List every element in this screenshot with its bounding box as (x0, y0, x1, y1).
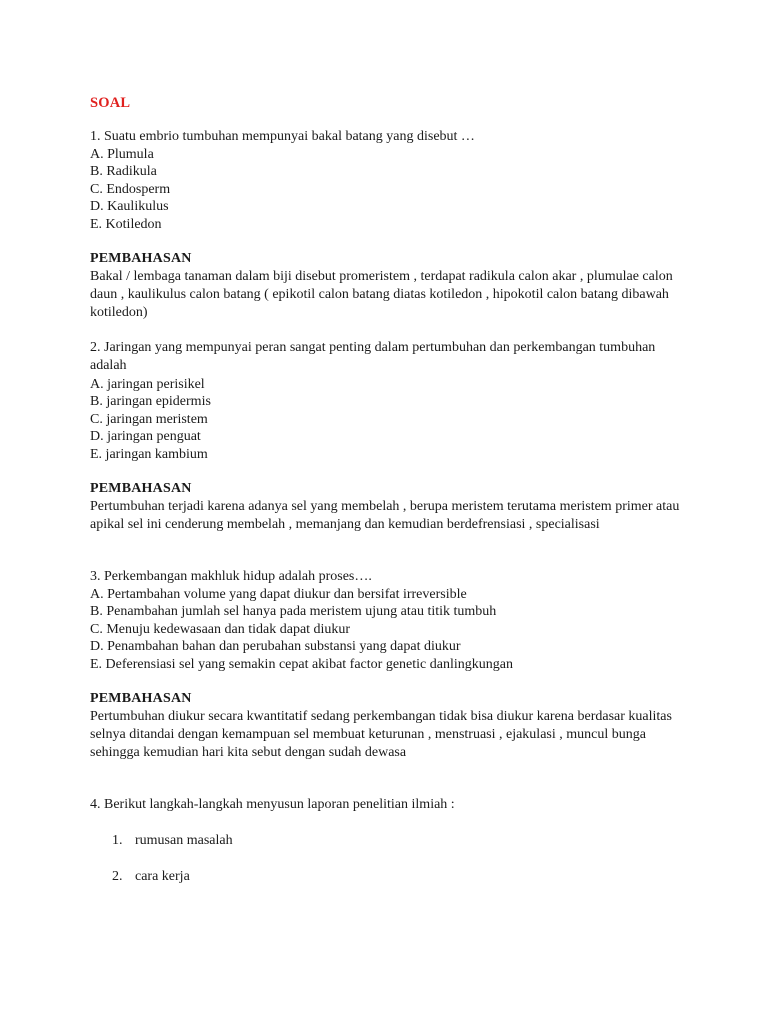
list-item (90, 832, 690, 850)
question-text: 2. Jaringan yang mempunyai peran sangat penting dalam pertumbuhan dan perkembangan tumbuhan adalah (90, 340, 656, 374)
document-content (90, 94, 690, 904)
steps-list (90, 832, 690, 886)
question-text: 3. Perkembangan makhluk hidup adalah proses…. (90, 568, 372, 584)
question-block-1 (90, 128, 690, 322)
option-d: D. Kaulikulus (90, 199, 169, 215)
question-block-3 (90, 568, 690, 762)
option-c: C. jaringan meristem (90, 411, 208, 427)
question-text: 1. Suatu embrio tumbuhan mempunyai bakal batang yang disebut … (90, 129, 475, 144)
option-b: B. Penambahan jumlah sel hanya pada meristem ujung atau titik tumbuh (90, 604, 497, 620)
option-e: E. Kotiledon (90, 216, 162, 232)
pembahasan-heading: PEMBAHASAN (90, 250, 192, 266)
list-number: 2. (112, 868, 123, 884)
option-a: A. Plumula (90, 146, 154, 162)
list-number: 1. (112, 832, 123, 848)
option-d: D. Penambahan bahan dan perubahan substansi yang dapat diukur (90, 639, 461, 655)
question-block-2 (90, 339, 690, 534)
list-item (90, 868, 690, 886)
option-b: B. Radikula (90, 164, 157, 180)
question-block-4 (90, 796, 690, 886)
option-a: A. jaringan perisikel (90, 376, 205, 392)
option-c: C. Endosperm (90, 181, 171, 197)
option-a: A. Pertambahan volume yang dapat diukur dan bersifat irreversible (90, 586, 467, 602)
explanation-text: Pertumbuhan terjadi karena adanya sel yang membelah , berupa meristem terutama meristem primer atau apikal sel ini cenderung membelah , memanjang dan kemudian berdefrensiasi , specialisasi (90, 498, 680, 532)
question-text: 4. Berikut langkah-langkah menyusun laporan penelitian ilmiah : (90, 797, 455, 813)
soal-title: SOAL (90, 95, 131, 111)
option-e: E. Deferensiasi sel yang semakin cepat akibat factor genetic danlingkungan (90, 656, 513, 672)
list-text: rumusan masalah (135, 832, 233, 848)
explanation-text: Pertumbuhan diukur secara kwantitatif sedang perkembangan tidak bisa diukur karena berdasar kualitas selnya ditandai dengan kemampuan sel membuat keturunan , menstruasi , ejakulasi , muncul bunga sehingga kemudian hari kita sebut dengan sudah dewasa (90, 708, 672, 760)
option-b: B. jaringan epidermis (90, 394, 211, 410)
pembahasan-heading: PEMBAHASAN (90, 480, 192, 496)
pembahasan-heading: PEMBAHASAN (90, 690, 192, 706)
option-d: D. jaringan penguat (90, 429, 201, 445)
explanation-text: Bakal / lembaga tanaman dalam biji disebut promeristem , terdapat radikula calon akar , plumulae calon daun , kaulikulus calon batang ( epikotil calon batang diatas kotiledon , hipokotil calon batang dibawah kotiledon) (90, 268, 673, 320)
option-e: E. jaringan kambium (90, 446, 208, 462)
list-text: cara kerja (135, 868, 190, 884)
option-c: C. Menuju kedewasaan dan tidak dapat diukur (90, 621, 351, 637)
